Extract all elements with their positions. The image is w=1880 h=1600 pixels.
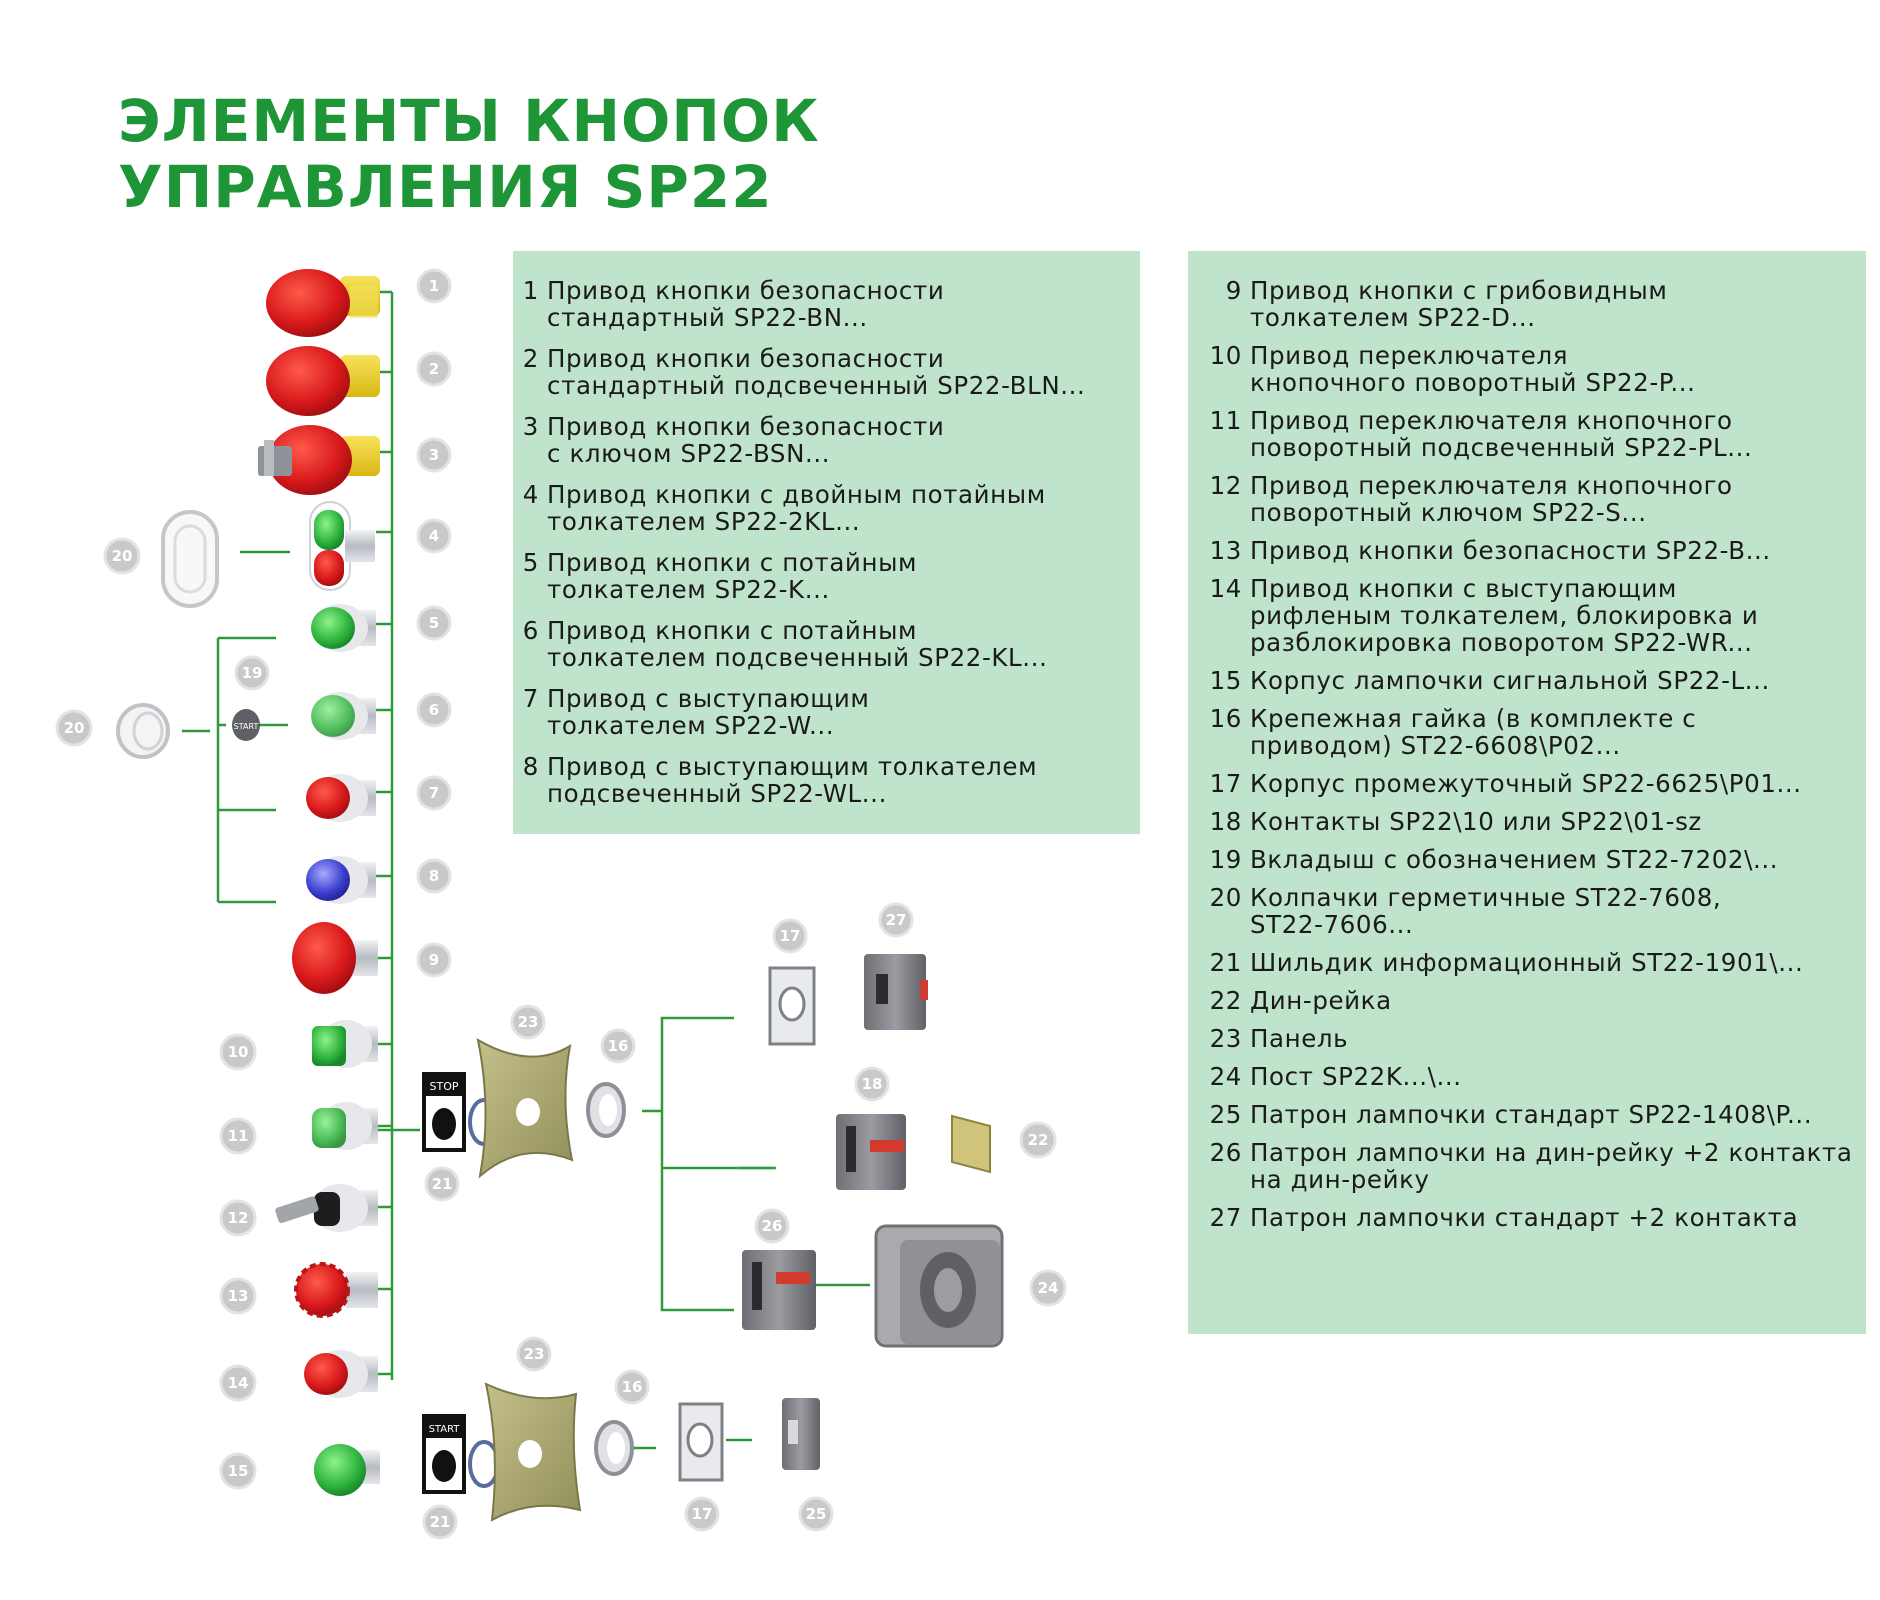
legend-number: 27 xyxy=(1209,1203,1242,1232)
pilot-lamp-15 xyxy=(314,1444,380,1496)
contact-block-18 xyxy=(836,1114,906,1190)
svg-text:18: 18 xyxy=(861,1075,883,1093)
svg-text:26: 26 xyxy=(761,1217,783,1235)
svg-text:7: 7 xyxy=(428,784,440,802)
legend-item-21 xyxy=(1188,949,1866,976)
legend-plate-stop xyxy=(424,1074,464,1150)
legend-number: 17 xyxy=(1209,769,1242,798)
button-9-mushroom xyxy=(292,922,378,994)
badge-24 xyxy=(1031,1271,1065,1305)
badge-16-top xyxy=(602,1030,634,1062)
button-5-green xyxy=(311,604,376,652)
svg-text:10: 10 xyxy=(227,1043,249,1061)
svg-text:19: 19 xyxy=(241,664,263,682)
badge-7 xyxy=(418,777,450,809)
badge-9 xyxy=(418,944,450,976)
svg-text:11: 11 xyxy=(227,1127,249,1145)
legend-item-27 xyxy=(1188,1204,1866,1231)
legend-item-2 xyxy=(513,345,1140,399)
selector-11-green-lit xyxy=(312,1102,378,1150)
legend-text: Привод переключателя кнопочного поворотный подсвеченный SP22-PL... xyxy=(1250,406,1753,462)
legend-text: Панель xyxy=(1250,1024,1349,1053)
badge-15 xyxy=(221,1454,255,1488)
title-line-2: УПРАВЛЕНИЯ SP22 xyxy=(118,153,773,221)
legend-number: 22 xyxy=(1209,986,1242,1015)
legend-item-13 xyxy=(1188,537,1866,564)
selector-10-green xyxy=(312,1020,378,1068)
legend-item-11 xyxy=(1188,407,1866,461)
svg-text:15: 15 xyxy=(227,1462,249,1480)
legend-item-1 xyxy=(513,277,1140,331)
badge-20-bottom xyxy=(57,711,91,745)
legend-text: Привод переключателя кнопочного поворотный SP22-P... xyxy=(1250,341,1696,397)
badge-10 xyxy=(221,1035,255,1069)
badge-13 xyxy=(221,1279,255,1313)
legend-panel-right xyxy=(1188,251,1866,1334)
legend-text: Привод кнопки безопасности стандартный подсвеченный SP22-BLN... xyxy=(547,344,1086,400)
legend-item-17 xyxy=(1188,770,1866,797)
legend-item-20 xyxy=(1188,884,1866,938)
legend-item-14 xyxy=(1188,575,1866,656)
legend-number: 19 xyxy=(1209,845,1242,874)
legend-number: 10 xyxy=(1209,341,1242,370)
legend-number: 3 xyxy=(522,412,539,441)
svg-text:23: 23 xyxy=(523,1345,545,1363)
button-14-ribbed xyxy=(304,1350,378,1398)
legend-item-26 xyxy=(1188,1139,1866,1193)
button-8-blue xyxy=(306,856,376,904)
legend-text: Шильдик информационный ST22-1901\... xyxy=(1250,948,1804,977)
legend-number: 23 xyxy=(1209,1024,1242,1053)
legend-text: Привод кнопки с двойным потайным толкателем SP22-2KL... xyxy=(547,480,1046,536)
svg-text:23: 23 xyxy=(517,1013,539,1031)
legend-number: 1 xyxy=(522,276,539,305)
badge-3 xyxy=(418,439,450,471)
selector-12-key xyxy=(275,1184,378,1232)
sealing-cap-oval xyxy=(163,512,217,606)
enclosure-24 xyxy=(876,1226,1002,1346)
svg-text:STOP: STOP xyxy=(429,1080,459,1093)
legend-number: 26 xyxy=(1209,1138,1242,1167)
svg-text:17: 17 xyxy=(779,927,801,945)
legend-number: 12 xyxy=(1209,471,1242,500)
legend-number: 7 xyxy=(522,684,539,713)
badge-21-top xyxy=(426,1168,458,1200)
badge-19 xyxy=(236,657,268,689)
svg-text:14: 14 xyxy=(227,1374,249,1392)
legend-item-4 xyxy=(513,481,1140,535)
svg-text:20: 20 xyxy=(111,547,133,565)
badge-18 xyxy=(856,1068,888,1100)
legend-text: Контакты SP22\10 или SP22\01-sz xyxy=(1250,807,1702,836)
sealing-cap-round xyxy=(118,705,168,757)
svg-text:21: 21 xyxy=(429,1513,451,1531)
badge-14 xyxy=(221,1366,255,1400)
nut-16-top xyxy=(588,1084,624,1136)
legend-text: Привод кнопки безопасности SP22-B... xyxy=(1250,536,1771,565)
legend-text: Привод переключателя кнопочного поворотный ключом SP22-S... xyxy=(1250,471,1733,527)
lamp-holder-25 xyxy=(782,1398,820,1470)
legend-item-9 xyxy=(1188,277,1866,331)
legend-item-8 xyxy=(513,753,1140,807)
lamp-holder-27 xyxy=(864,954,928,1030)
svg-text:START: START xyxy=(233,722,259,731)
legend-number: 16 xyxy=(1209,704,1242,733)
legend-number: 9 xyxy=(1225,276,1242,305)
badge-16-bottom xyxy=(616,1371,648,1403)
legend-text: Корпус промежуточный SP22-6625\P01... xyxy=(1250,769,1802,798)
svg-text:1: 1 xyxy=(428,277,440,295)
badge-12 xyxy=(221,1201,255,1235)
svg-text:16: 16 xyxy=(621,1378,643,1396)
badge-17-bottom xyxy=(686,1498,718,1530)
legend-number: 2 xyxy=(522,344,539,373)
legend-number: 5 xyxy=(522,548,539,577)
legend-text: Привод кнопки с потайным толкателем подсвеченный SP22-KL... xyxy=(547,616,1048,672)
svg-text:5: 5 xyxy=(428,614,440,632)
svg-text:16: 16 xyxy=(607,1037,629,1055)
panel-hole-top xyxy=(516,1098,540,1126)
legend-plate-start xyxy=(424,1416,464,1492)
legend-number: 11 xyxy=(1209,406,1242,435)
legend-text: Дин-рейка xyxy=(1250,986,1392,1015)
emergency-button-1 xyxy=(266,269,380,337)
badge-23-top xyxy=(512,1006,544,1038)
legend-item-18 xyxy=(1188,808,1866,835)
adapter-17-top xyxy=(770,968,814,1044)
legend-item-3 xyxy=(513,413,1140,467)
legend-number: 25 xyxy=(1209,1100,1242,1129)
emergency-button-key-3 xyxy=(258,425,380,495)
legend-item-23 xyxy=(1188,1025,1866,1052)
legend-number: 15 xyxy=(1209,666,1242,695)
badge-4 xyxy=(418,520,450,552)
adapter-17-bottom xyxy=(680,1404,722,1480)
badge-27 xyxy=(880,904,912,936)
legend-item-24 xyxy=(1188,1063,1866,1090)
legend-number: 6 xyxy=(522,616,539,645)
svg-text:4: 4 xyxy=(428,527,440,545)
insert-disk-19 xyxy=(232,709,260,741)
legend-text: Привод кнопки с потайным толкателем SP22-K... xyxy=(547,548,918,604)
badge-17-top xyxy=(774,920,806,952)
svg-text:2: 2 xyxy=(428,360,440,378)
nut-16-bottom xyxy=(596,1422,632,1474)
legend-item-5 xyxy=(513,549,1140,603)
svg-text:22: 22 xyxy=(1027,1131,1049,1149)
legend-text: Привод кнопки безопасности с ключом SP22-BSN... xyxy=(547,412,945,468)
svg-text:6: 6 xyxy=(428,701,440,719)
legend-text: Пост SP22K...\... xyxy=(1250,1062,1462,1091)
legend-number: 24 xyxy=(1209,1062,1242,1091)
badge-8 xyxy=(418,860,450,892)
legend-text: Патрон лампочки на дин-рейку +2 контакта на дин-рейку xyxy=(1250,1138,1853,1194)
legend-item-15 xyxy=(1188,667,1866,694)
legend-text: Вкладыш с обозначением ST22-7202\... xyxy=(1250,845,1779,874)
legend-text: Привод кнопки безопасности стандартный SP22-BN... xyxy=(547,276,945,332)
legend-item-19 xyxy=(1188,846,1866,873)
svg-text:25: 25 xyxy=(805,1505,827,1523)
legend-item-16 xyxy=(1188,705,1866,759)
svg-text:12: 12 xyxy=(227,1209,249,1227)
legend-text: Корпус лампочки сигнальной SP22-L... xyxy=(1250,666,1770,695)
badge-1 xyxy=(418,270,450,302)
legend-text: Патрон лампочки стандарт +2 контакта xyxy=(1250,1203,1799,1232)
legend-number: 13 xyxy=(1209,536,1242,565)
legend-text: Привод с выступающим толкателем подсвеченный SP22-WL... xyxy=(547,752,1038,808)
legend-item-6 xyxy=(513,617,1140,671)
svg-text:3: 3 xyxy=(428,446,440,464)
legend-number: 21 xyxy=(1209,948,1242,977)
legend-panel-left xyxy=(513,251,1140,834)
svg-text:9: 9 xyxy=(428,951,440,969)
svg-text:21: 21 xyxy=(431,1175,453,1193)
din-rail-22 xyxy=(952,1116,990,1172)
panel-hole-bottom xyxy=(518,1440,542,1468)
button-6-green-lit xyxy=(311,692,376,740)
legend-item-10 xyxy=(1188,342,1866,396)
button-7-red xyxy=(306,774,376,822)
svg-text:17: 17 xyxy=(691,1505,713,1523)
legend-item-22 xyxy=(1188,987,1866,1014)
svg-text:20: 20 xyxy=(63,719,85,737)
legend-number: 20 xyxy=(1209,883,1242,912)
badge-6 xyxy=(418,694,450,726)
legend-text: Привод кнопки с выступающим рифленым толкателем, блокировка и разблокировка поворотом SP22-WR... xyxy=(1250,574,1759,657)
badge-23-bottom xyxy=(518,1338,550,1370)
svg-text:24: 24 xyxy=(1037,1279,1059,1297)
button-13-emergency xyxy=(296,1264,378,1316)
legend-item-12 xyxy=(1188,472,1866,526)
double-button-4 xyxy=(310,502,375,590)
title-line-1: ЭЛЕМЕНТЫ КНОПОК xyxy=(118,87,820,155)
lamp-holder-26 xyxy=(742,1250,816,1330)
legend-number: 4 xyxy=(522,480,539,509)
legend-number: 8 xyxy=(522,752,539,781)
svg-text:START: START xyxy=(428,1424,460,1435)
badge-2 xyxy=(418,353,450,385)
legend-text: Патрон лампочки стандарт SP22-1408\P... xyxy=(1250,1100,1813,1129)
svg-text:13: 13 xyxy=(227,1287,249,1305)
legend-item-7 xyxy=(513,685,1140,739)
badge-11 xyxy=(221,1119,255,1153)
badge-22 xyxy=(1021,1123,1055,1157)
badge-20-top xyxy=(105,539,139,573)
legend-text: Крепежная гайка (в комплекте с приводом) ST22-6608\P02... xyxy=(1250,704,1697,760)
svg-text:8: 8 xyxy=(428,867,440,885)
legend-item-25 xyxy=(1188,1101,1866,1128)
svg-text:27: 27 xyxy=(885,911,907,929)
emergency-button-2 xyxy=(266,346,380,416)
badge-26 xyxy=(756,1210,788,1242)
legend-text: Привод с выступающим толкателем SP22-W... xyxy=(547,684,870,740)
legend-text: Колпачки герметичные ST22-7608, ST22-7606... xyxy=(1250,883,1722,939)
badge-5 xyxy=(418,607,450,639)
legend-text: Привод кнопки с грибовидным толкателем SP22-D... xyxy=(1250,276,1668,332)
legend-number: 14 xyxy=(1209,574,1242,603)
badge-25 xyxy=(800,1498,832,1530)
badge-21-bottom xyxy=(424,1506,456,1538)
legend-number: 18 xyxy=(1209,807,1242,836)
